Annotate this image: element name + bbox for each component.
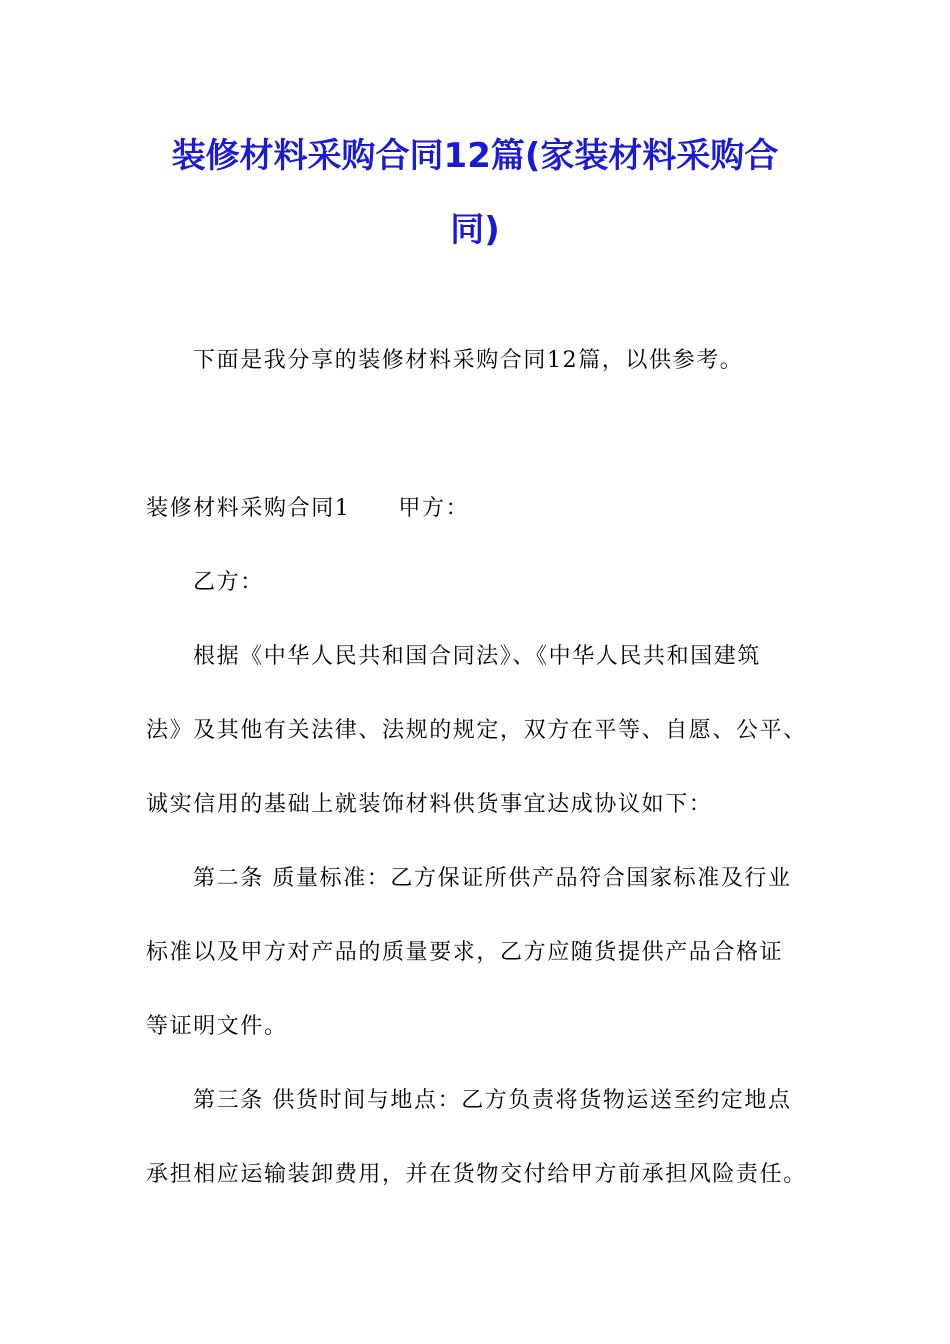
document-title xyxy=(150,118,800,266)
preamble-paragraph xyxy=(146,620,836,842)
intro-text: 下面是我分享的装修材料采购合同12篇，以供参考。 xyxy=(193,348,744,373)
article-3-paragraph xyxy=(146,1064,836,1212)
party-b-label: 乙方： xyxy=(193,570,264,595)
title-line: 装修材料采购合同12篇(家装材料采购合 xyxy=(171,136,779,176)
paragraph-line: 第二条 质量标准：乙方保证所供产品符合国家标准及行业 xyxy=(193,866,792,891)
paragraph-line: 承担相应运输装卸费用，并在货物交付给甲方前承担风险责任。 xyxy=(146,1162,807,1187)
paragraph-line: 第三条 供货时间与地点：乙方负责将货物运送至约定地点 xyxy=(193,1088,792,1113)
paragraph-line: 法》及其他有关法律、法规的规定，双方在平等、自愿、公平、 xyxy=(146,718,807,743)
section-heading: 装修材料采购合同1 xyxy=(146,496,351,521)
intro-paragraph xyxy=(146,324,836,398)
paragraph-line: 根据《中华人民共和国合同法》、《中华人民共和国建筑 xyxy=(193,644,762,669)
section-heading-row xyxy=(146,472,836,546)
article-2-paragraph xyxy=(146,842,836,1064)
paragraph-line: 诚实信用的基础上就装饰材料供货事宜达成协议如下： xyxy=(146,792,713,817)
paragraph-line: 等证明文件。 xyxy=(146,1014,288,1039)
party-b-paragraph xyxy=(146,546,836,620)
party-a-label: 甲方： xyxy=(398,496,470,521)
paragraph-line: 标准以及甲方对产品的质量要求，乙方应随货提供产品合格证 xyxy=(146,940,784,965)
title-line: 同) xyxy=(450,210,500,250)
